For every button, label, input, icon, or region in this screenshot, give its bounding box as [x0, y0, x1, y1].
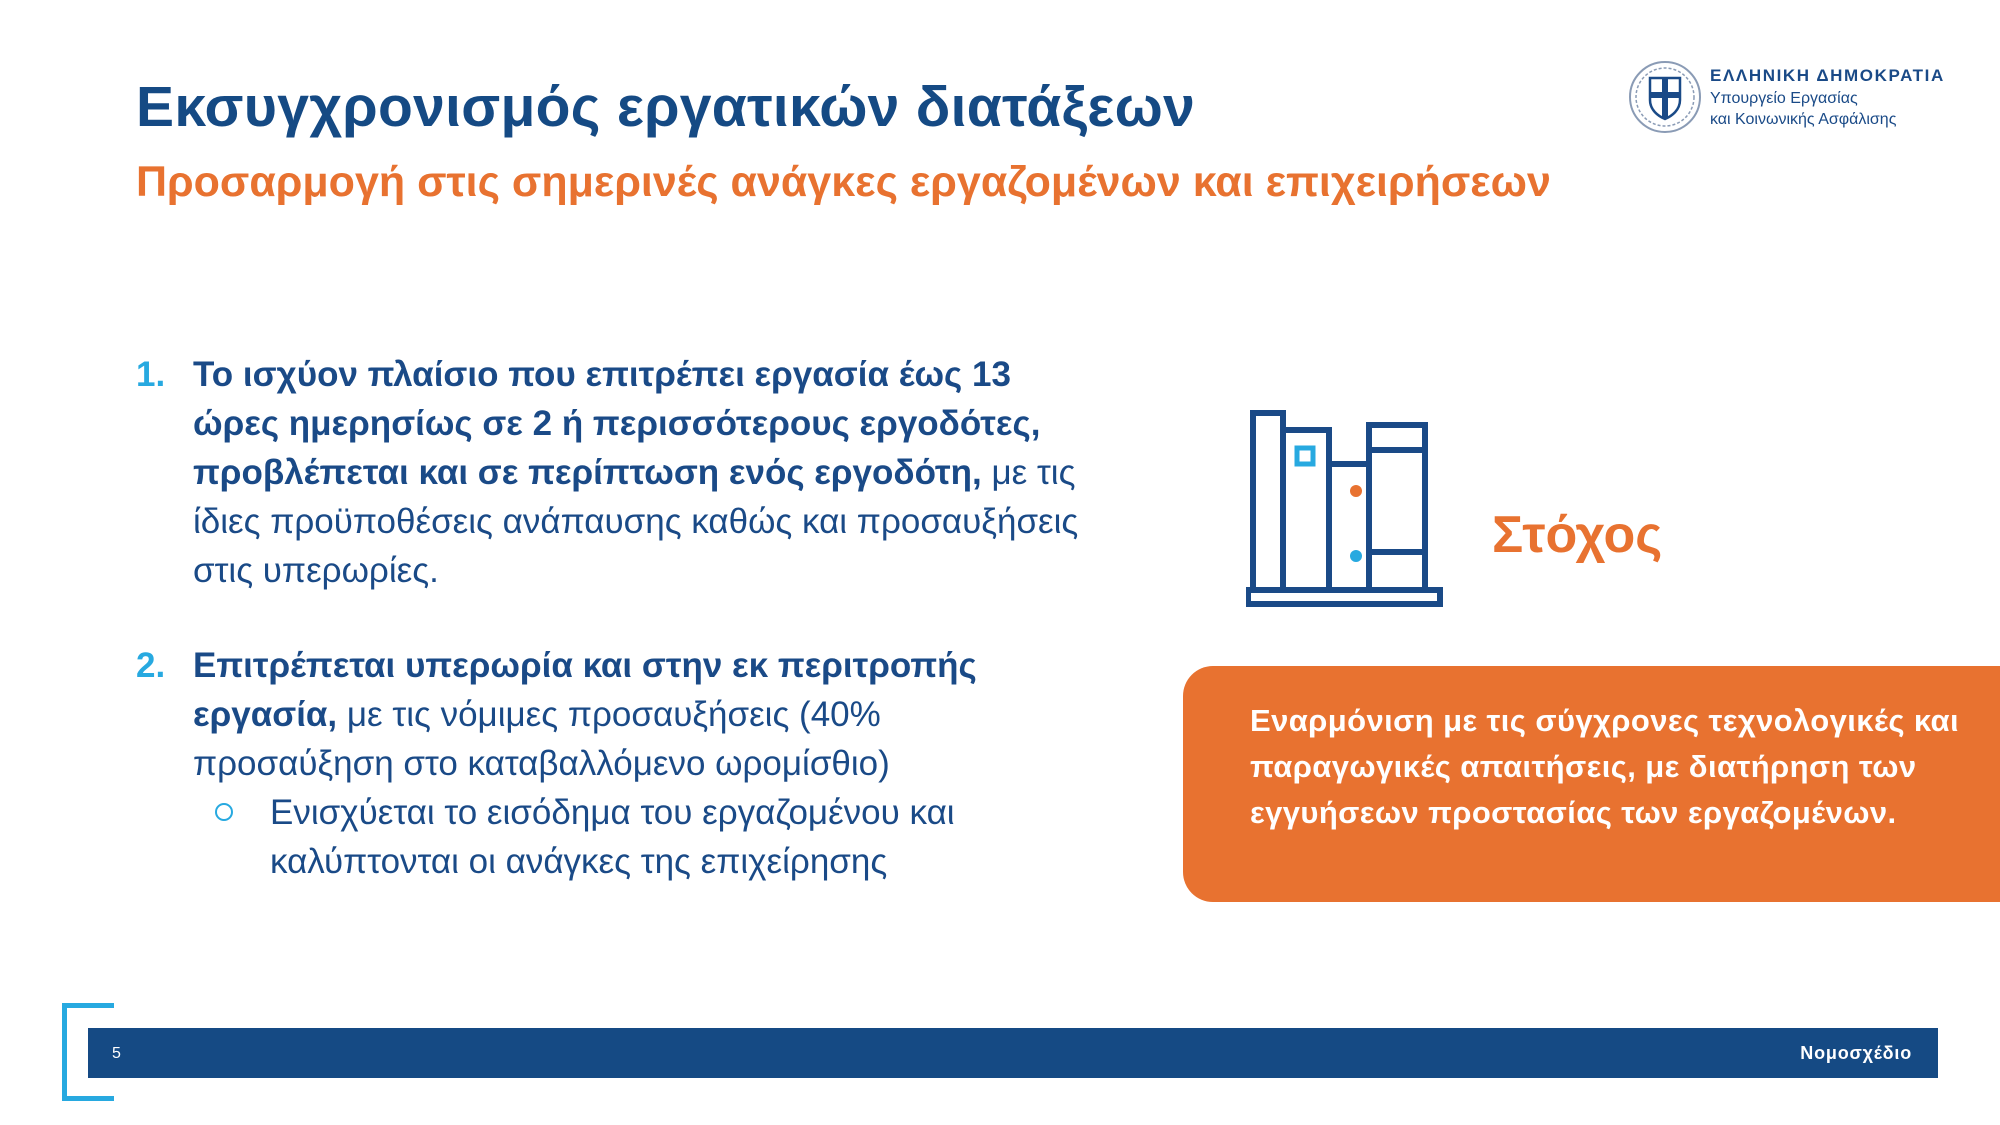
footer-bar — [88, 1028, 1938, 1078]
sub-list-item — [193, 788, 1086, 886]
logo-ministry-line1: Υπουργείο Εργασίας — [1710, 90, 1858, 107]
goal-label: Στόχος — [1492, 506, 1663, 564]
goal-box — [1183, 666, 2000, 902]
page-subtitle: Προσαρμογή στις σημερινές ανάγκες εργαζομένων και επιχειρήσεων — [136, 158, 1551, 206]
page-title: Εκσυγχρονισμός εργατικών διατάξεων — [136, 75, 1196, 139]
page-number: 5 — [112, 1045, 121, 1062]
logo-ministry-line2: και Κοινωνικής Ασφάλισης — [1710, 111, 1897, 128]
circle-bullet-icon — [215, 803, 233, 821]
footer-label: Νομοσχέδιο — [1800, 1043, 1912, 1063]
logo-republic-text: ΕΛΛΗΝΙΚΗ ΔΗΜΟΚΡΑΤΙΑ — [1710, 66, 1945, 85]
list-item-bold-text: Επιτρέπεται υπερωρία και στην εκ περιτροπής εργασία, — [193, 646, 977, 734]
ministry-logo — [1628, 60, 1958, 140]
goal-text: Εναρμόνιση με τις σύγχρονες τεχνολογικές και παραγωγικές απαιτήσεις, με διατήρηση των εγγυήσεων προστασίας των εργαζομένων. — [1250, 703, 1960, 830]
list-item — [136, 641, 1086, 886]
books-icon — [1246, 408, 1446, 608]
list-item-text: με τις νόμιμες προσαυξήσεις (40% προσαύξηση στο καταβαλλόμενο ωρομίσθιο) — [193, 695, 890, 783]
list-item-number: 1. — [136, 355, 166, 394]
list-item-text: με τις ίδιες προϋποθέσεις ανάπαυσης καθώς και προσαυξήσεις στις υπερωρίες. — [193, 453, 1079, 590]
greek-coat-of-arms-icon — [1628, 60, 1702, 134]
sub-list-item-text: Ενισχύεται το εισόδημα του εργαζομένου και καλύπτονται οι ανάγκες της επιχείρησης — [270, 793, 955, 881]
list-item-bold-text: Το ισχύον πλαίσιο που επιτρέπει εργασία έως 13 ώρες ημερησίως σε 2 ή περισσότερους εργοδότες, προβλέπεται και σε περίπτωση ενός εργοδότη, — [193, 355, 1041, 492]
provisions-list — [136, 350, 1086, 886]
list-item-number: 2. — [136, 646, 166, 685]
list-item — [136, 350, 1086, 595]
